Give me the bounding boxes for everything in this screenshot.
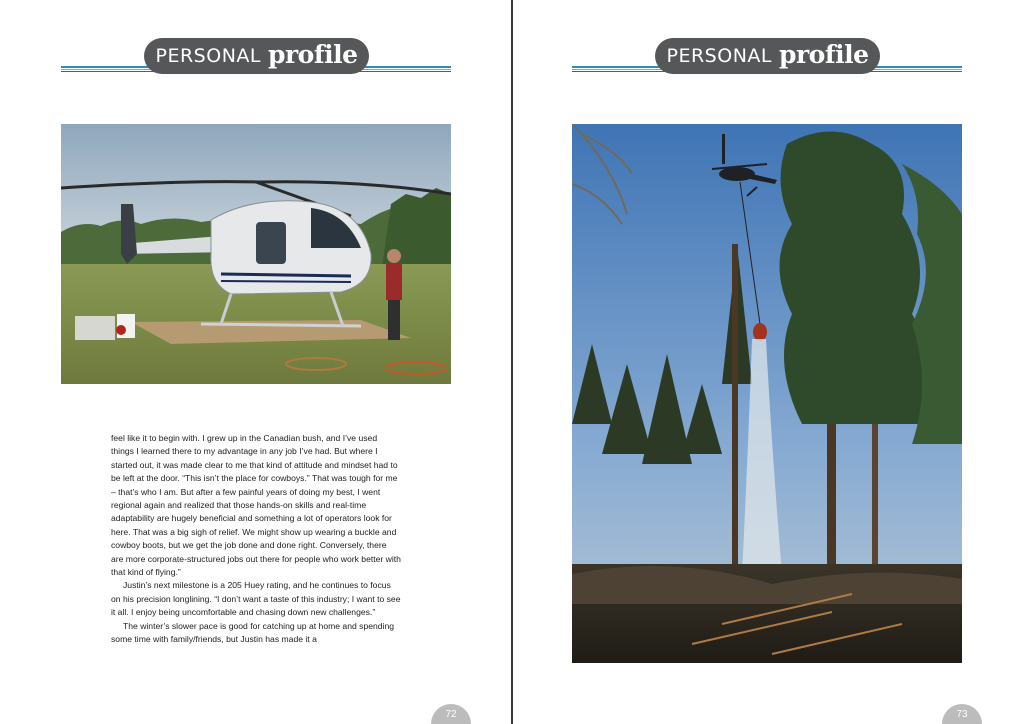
helicopter-photo-art bbox=[61, 124, 451, 384]
section-header-pill bbox=[655, 38, 880, 74]
page-number: 73 bbox=[942, 704, 982, 724]
page-number: 72 bbox=[431, 704, 471, 724]
left-page bbox=[0, 0, 511, 724]
section-header-word1: PERSONAL bbox=[666, 45, 772, 67]
firefighting-helicopter-photo bbox=[572, 124, 962, 663]
right-page bbox=[513, 0, 1024, 724]
firefighting-photo-art bbox=[572, 124, 962, 663]
section-header-word1: PERSONAL bbox=[155, 45, 261, 67]
article-body bbox=[111, 432, 401, 647]
article-paragraph-3: The winter’s slower pace is good for catching up at home and spending some time with family/friends, but Justin has made it a bbox=[111, 620, 395, 645]
helicopter-photo bbox=[61, 124, 451, 384]
article-paragraph-1: feel like it to begin with. I grew up in the Canadian bush, and I’ve used things I learned there to my advantage in any job I’ve had. But where I started out, it was made clear to me that kind of attitude and mindset had to be left at the door. “This isn’t the place for cowboys.” That was tough for me – that’s who I am. But after a few painful years of doing my best, I went regional again and realized that those hands-on skills and real-time adaptability are hugely beneficial and something a lot of operators look for here. That was a big sigh of relief. We might show up wearing a buckle and cowboy boots, but we get the job done and done right. Conversely, there are more corporate-structured jobs out there for people who work better with that kind of flying.” bbox=[111, 433, 401, 578]
section-header-word2: profile bbox=[268, 40, 358, 69]
section-header-word2: profile bbox=[779, 40, 869, 69]
section-header-pill bbox=[144, 38, 369, 74]
article-paragraph-2: Justin’s next milestone is a 205 Huey rating, and he continues to focus on his precision longlining. “I don’t want a taste of this industry; I want to see it all. I enjoy being uncomfortable and chasing down new challenges.” bbox=[111, 580, 401, 618]
